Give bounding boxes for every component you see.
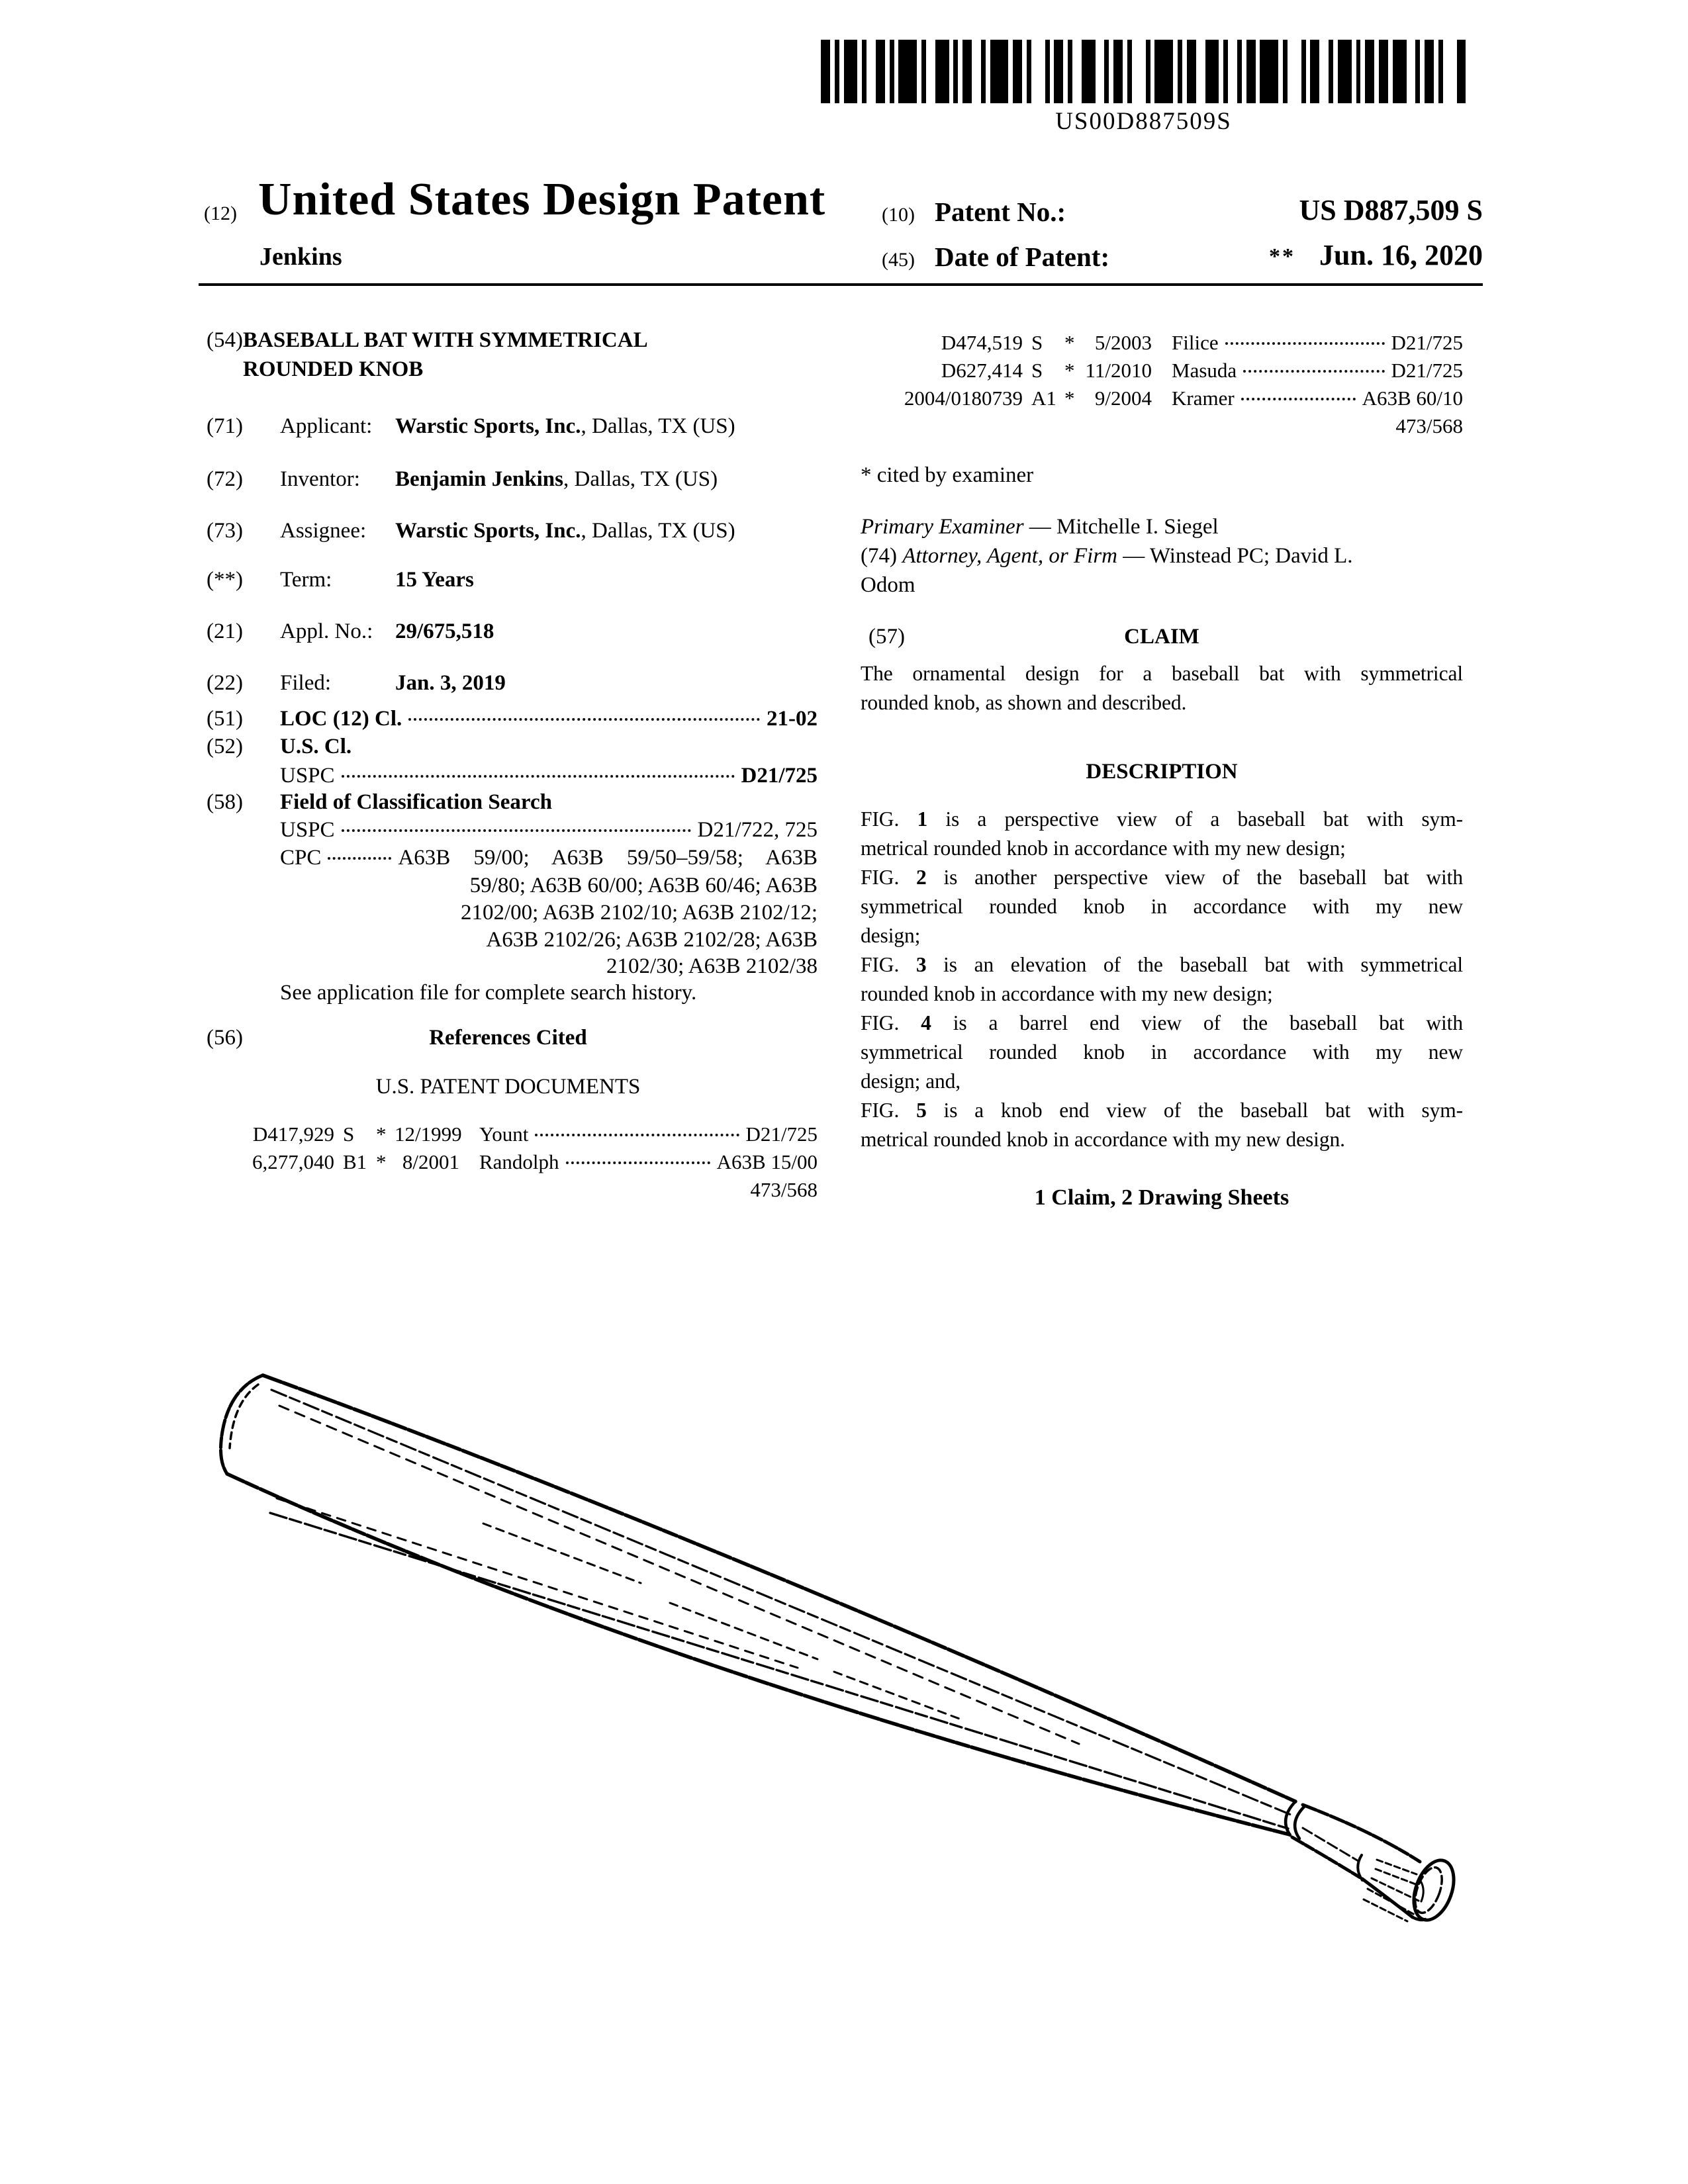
appl-no-label: Appl. No.: bbox=[280, 619, 373, 643]
ref-star: * bbox=[1064, 359, 1075, 382]
barcode-space bbox=[839, 40, 844, 103]
barcode-bar bbox=[1246, 40, 1256, 103]
dot-leader bbox=[342, 775, 735, 778]
field-tag: (56) bbox=[207, 1026, 243, 1050]
ref-class: A63B 15/00 bbox=[716, 1150, 818, 1173]
dot-leader bbox=[1225, 342, 1385, 345]
inventor-name: Benjamin Jenkins bbox=[395, 467, 563, 491]
field-tag: (54) bbox=[207, 328, 243, 352]
barcode-space bbox=[1196, 40, 1205, 103]
field-tag-45: (45) bbox=[882, 249, 915, 271]
barcode-space bbox=[972, 40, 981, 103]
term-label: Term: bbox=[280, 568, 332, 592]
description-line: symmetrical rounded knob in accordance with my new bbox=[861, 895, 1463, 918]
barcode-space bbox=[1306, 40, 1311, 103]
barcode-bar bbox=[1082, 40, 1096, 103]
ref-kind: S bbox=[1031, 331, 1043, 354]
barcode-bar bbox=[1187, 40, 1196, 103]
description-heading: DESCRIPTION bbox=[1086, 760, 1238, 784]
barcode-space bbox=[1063, 40, 1068, 103]
ref-class: A63B 60/10 bbox=[1362, 387, 1463, 410]
barcode-space bbox=[1443, 40, 1457, 103]
filed-label: Filed: bbox=[280, 671, 332, 695]
barcode-bar bbox=[876, 40, 885, 103]
inventor-surname: Jenkins bbox=[259, 243, 342, 271]
field-57-claim bbox=[861, 622, 1463, 651]
figure-bat-drawing bbox=[199, 1357, 1456, 1933]
barcode-bar bbox=[1027, 40, 1031, 103]
barcode-space bbox=[958, 40, 962, 103]
primary-examiner-label: Primary Examiner bbox=[861, 515, 1024, 539]
description-line: FIG. 2 is another perspective view of the baseball bat with bbox=[861, 866, 1463, 889]
field-tag: (73) bbox=[207, 519, 243, 543]
barcode-space bbox=[949, 40, 954, 103]
barcode-space bbox=[1360, 40, 1365, 103]
barcode-bar bbox=[844, 40, 858, 103]
ref-number: 2004/0180739 bbox=[904, 387, 1023, 410]
field-tag: (57) bbox=[868, 625, 905, 649]
barcode-bar bbox=[1045, 40, 1050, 103]
uspc-value: D21/725 bbox=[741, 764, 818, 788]
barcode-space bbox=[1434, 40, 1438, 103]
ref-date: 5/2003 bbox=[1094, 331, 1152, 354]
attorney-name: — Winstead PC; David L. bbox=[1123, 544, 1353, 568]
ref-kind: A1 bbox=[1031, 387, 1056, 410]
barcode-bar bbox=[1260, 40, 1278, 103]
barcode-bar bbox=[1393, 40, 1407, 103]
field-tag: (51) bbox=[207, 707, 243, 731]
description-line: FIG. 3 is an elevation of the baseball bat with symmetrical bbox=[861, 953, 1463, 976]
barcode-bar bbox=[1438, 40, 1443, 103]
ref-class: D21/725 bbox=[1391, 359, 1463, 382]
barcode-space bbox=[926, 40, 935, 103]
barcode-bar bbox=[1379, 40, 1388, 103]
claims-sheets-footer: 1 Claim, 2 Drawing Sheets bbox=[1034, 1185, 1289, 1210]
filed-value: Jan. 3, 2019 bbox=[395, 671, 506, 695]
barcode-bar bbox=[953, 40, 958, 103]
barcode-bar bbox=[1154, 40, 1173, 103]
cpc-label: CPC bbox=[280, 846, 322, 870]
barcode-space bbox=[1242, 40, 1246, 103]
us-patent-documents-heading: U.S. PATENT DOCUMENTS bbox=[375, 1075, 641, 1099]
ref-number: D417,929 bbox=[252, 1122, 334, 1146]
dot-leader bbox=[1241, 398, 1356, 400]
claim-text-line1: The ornamental design for a baseball bat with symmetrical bbox=[861, 662, 1463, 685]
dot-leader bbox=[566, 1161, 710, 1164]
field-tag: (21) bbox=[207, 619, 243, 643]
barcode-bar bbox=[1104, 40, 1109, 103]
barcode-bar bbox=[1205, 40, 1219, 103]
patent-no-label: Patent No.: bbox=[935, 197, 1066, 227]
claim-text-line2: rounded knob, as shown and described. bbox=[861, 691, 1187, 714]
barcode-space bbox=[1256, 40, 1260, 103]
loc-label: LOC (12) Cl. bbox=[280, 707, 402, 731]
barcode-space bbox=[1374, 40, 1379, 103]
barcode-bar bbox=[1237, 40, 1242, 103]
barcode-bar bbox=[1457, 40, 1466, 103]
patent-date: Jun. 16, 2020 bbox=[1319, 239, 1483, 271]
barcode-bar bbox=[1338, 40, 1352, 103]
field-tag-10: (10) bbox=[882, 204, 915, 226]
description-line: metrical rounded knob in accordance with my new design; bbox=[861, 837, 1346, 860]
ref-date: 11/2010 bbox=[1085, 359, 1152, 382]
barcode-space bbox=[1150, 40, 1155, 103]
ref-date: 12/1999 bbox=[395, 1122, 462, 1146]
uspc-search-value: D21/722, 725 bbox=[697, 818, 818, 842]
barcode-bar bbox=[981, 40, 986, 103]
dot-leader bbox=[1243, 370, 1384, 373]
barcode-bar bbox=[1301, 40, 1306, 103]
ref-date: 9/2004 bbox=[1094, 387, 1152, 410]
barcode-bar bbox=[1127, 40, 1132, 103]
barcode-bar bbox=[962, 40, 972, 103]
barcode-bar bbox=[835, 40, 839, 103]
ref-kind: S bbox=[343, 1122, 355, 1146]
barcode-space bbox=[1022, 40, 1027, 103]
ref-name: Kramer bbox=[1172, 387, 1235, 410]
cpc-line4: A63B 2102/26; A63B 2102/28; A63B bbox=[486, 928, 818, 952]
description-line: FIG. 4 is a barrel end view of the baseball bat with bbox=[861, 1011, 1463, 1034]
description-line: rounded knob in accordance with my new design; bbox=[861, 982, 1273, 1005]
barcode-space bbox=[1031, 40, 1045, 103]
dot-leader bbox=[328, 857, 391, 860]
barcode-space bbox=[1288, 40, 1301, 103]
ref-name: Filice bbox=[1172, 331, 1219, 354]
invention-title-line1: BASEBALL BAT WITH SYMMETRICAL bbox=[243, 328, 648, 352]
barcode-space bbox=[894, 40, 899, 103]
cpc-line5: 2102/30; A63B 2102/38 bbox=[606, 954, 818, 978]
inventor-location: , Dallas, TX (US) bbox=[563, 467, 718, 491]
barcode-space bbox=[1228, 40, 1237, 103]
barcode-space bbox=[1050, 40, 1055, 103]
barcode-number: US00D887509S bbox=[1055, 108, 1232, 135]
barcode bbox=[821, 40, 1466, 103]
ref-kind: S bbox=[1031, 359, 1043, 382]
ref-star: * bbox=[1064, 331, 1075, 354]
cited-by-examiner-note: * cited by examiner bbox=[861, 463, 1034, 487]
cpc-line3: 2102/00; A63B 2102/10; A63B 2102/12; bbox=[460, 901, 818, 925]
barcode-space bbox=[830, 40, 835, 103]
attorney-label: Attorney, Agent, or Firm bbox=[902, 544, 1118, 568]
barcode-bar bbox=[1068, 40, 1072, 103]
barcode-space bbox=[986, 40, 990, 103]
attorney-line bbox=[861, 541, 1463, 570]
reference-row bbox=[861, 384, 1463, 413]
applicant-label: Applicant: bbox=[280, 414, 373, 438]
ref-number: D474,519 bbox=[941, 331, 1023, 354]
barcode-bar bbox=[898, 40, 917, 103]
references-heading: References Cited bbox=[429, 1026, 587, 1050]
uspc-label: USPC bbox=[280, 818, 335, 842]
barcode-bar bbox=[1013, 40, 1022, 103]
barcode-space bbox=[1388, 40, 1393, 103]
barcode-bar bbox=[1310, 40, 1319, 103]
ref-class: D21/725 bbox=[745, 1122, 818, 1146]
field-tag: (58) bbox=[207, 790, 243, 814]
barcode-space bbox=[1278, 40, 1283, 103]
ref-number: 6,277,040 bbox=[252, 1150, 334, 1173]
barcode-space bbox=[867, 40, 876, 103]
barcode-bar bbox=[821, 40, 830, 103]
description-line: symmetrical rounded knob in accordance with my new bbox=[861, 1040, 1463, 1064]
barcode-space bbox=[1072, 40, 1082, 103]
barcode-bar bbox=[1223, 40, 1228, 103]
patent-front-page: US00D887509S (12) United States Design Patent Jenkins (10) Patent No.: US D887,509 S (45) Date of Patent: ** Jun. 16, 2020 (54) BASEBALL BAT WITH SYMMETRICAL ROUNDED KNOB (71) Applicant: Warstic Sports, Inc., Dallas, TX (US) (72) Inventor: Benjamin Jenkins, Dallas, TX (US) (73) Assignee: Warstic Sports, Inc., Dallas, TX (US) (**) Term: 15 Years (21) Appl. No.: 29/675,518 (22) Filed: Jan. 3, 2019 (51) LOC (12) Cl. 21-02 (52) U.S. Cl. USPC D21/725 (58) Field of Classification Search USPC D21/722, 725 CPC A63B 59/00; A63B 59/50–59/58; A63B 59/80; A63B 60/00; A63B 60/46; A63B 2102/00; A63B 2102/10; A63B 2102/12; A63B 2102/26; A63B 2102/28; A63B 2102/30; A63B 2102/38 See application file for complete search history. (56) References Cited U.S. PATENT DOCUMENTS D417,929 S * 12/1999 Yount D21/725 6,277,040 B1 * 8/2001 Randolph A63B 15/00 473/568 D474,519 S * 5/2003 Filice D21/725 D627,414 S * 11/2010 Masuda D21/725 2004/0180739 A1 * 9/2004 Kramer A63B 60/10 473/568 * cited by examiner Primary Examiner — Mitchelle I. Siegel (74) Attorney, Agent, or Firm — Winstead PC; David L. Odom (57) CLAIM The ornamental design for a baseball bat with symmetrical rounded knob, as shown and described. DESCRIPTION FIG. 1 is a perspective view of a baseball bat with sym- metrical rounded knob in accordance with my new design; FIG. 2 is another perspective view of the baseball bat with symmetrical rounded knob in accordance with my new design; FIG. 3 is an elevation of the baseball bat with symmetrical rounded knob in accordance with my new design; FIG. 4 is a barrel end view of the baseball bat with symmetrical rounded knob in accordance with my new design; and, FIG. 5 is a knob end view of the baseball bat with sym- metrical rounded knob in accordance with my new design. 1 Claim, 2 Drawing Sheets bbox=[0, 0, 1688, 2184]
term-stars: ** bbox=[1269, 244, 1296, 269]
field-56-references bbox=[199, 1023, 818, 1052]
field-tag: (52) bbox=[207, 735, 243, 758]
barcode-space bbox=[1123, 40, 1127, 103]
barcode-bar bbox=[1329, 40, 1333, 103]
applicant-location: , Dallas, TX (US) bbox=[581, 414, 735, 438]
document-title: United States Design Patent bbox=[258, 174, 826, 225]
ref-class-overflow: 473/568 bbox=[1395, 414, 1463, 437]
barcode-bar bbox=[1365, 40, 1374, 103]
barcode-space bbox=[857, 40, 862, 103]
barcode-space bbox=[1352, 40, 1356, 103]
reference-row bbox=[861, 328, 1463, 357]
ref-name: Yount bbox=[479, 1122, 529, 1146]
loc-value: 21-02 bbox=[767, 707, 818, 731]
barcode-bar bbox=[862, 40, 867, 103]
barcode-space bbox=[1219, 40, 1223, 103]
barcode-bar bbox=[1146, 40, 1150, 103]
barcode-space bbox=[1173, 40, 1178, 103]
attorney-line2: Odom bbox=[861, 573, 915, 597]
applicant-name: Warstic Sports, Inc. bbox=[395, 414, 581, 438]
field-tag: (71) bbox=[207, 414, 243, 438]
us-cl-label: U.S. Cl. bbox=[280, 735, 352, 758]
field-tag-12: (12) bbox=[204, 203, 237, 224]
reference-row bbox=[861, 356, 1463, 385]
ref-name: Masuda bbox=[1172, 359, 1237, 382]
ref-star: * bbox=[376, 1122, 387, 1146]
description-line: design; and, bbox=[861, 1069, 961, 1093]
description-text bbox=[861, 805, 1463, 1154]
dot-leader bbox=[342, 829, 691, 832]
barcode-bar bbox=[935, 40, 949, 103]
dot-leader bbox=[408, 718, 760, 721]
patent-no-value: US D887,509 S bbox=[1299, 194, 1483, 226]
header-rule bbox=[199, 283, 1483, 286]
ref-class-overflow: 473/568 bbox=[750, 1178, 818, 1201]
barcode-bar bbox=[1415, 40, 1420, 103]
search-label: Field of Classification Search bbox=[280, 790, 552, 814]
barcode-bar bbox=[990, 40, 1009, 103]
appl-no-value: 29/675,518 bbox=[395, 619, 494, 643]
field-tag: (**) bbox=[207, 568, 243, 592]
assignee-name: Warstic Sports, Inc. bbox=[395, 519, 581, 543]
claim-heading: CLAIM bbox=[1124, 625, 1199, 649]
field-tag: (72) bbox=[207, 467, 243, 491]
date-of-patent-value bbox=[1086, 238, 1483, 272]
barcode-space bbox=[1333, 40, 1338, 103]
primary-examiner-line bbox=[861, 512, 1463, 541]
barcode-space bbox=[1319, 40, 1329, 103]
term-value: 15 Years bbox=[395, 568, 474, 592]
barcode-space bbox=[1132, 40, 1146, 103]
field-tag: (22) bbox=[207, 671, 243, 695]
barcode-bar bbox=[1356, 40, 1361, 103]
ref-star: * bbox=[376, 1150, 387, 1173]
barcode-bar bbox=[921, 40, 926, 103]
field-tag: (74) bbox=[861, 544, 897, 568]
barcode-bar bbox=[1054, 40, 1063, 103]
ref-kind: B1 bbox=[343, 1150, 367, 1173]
reference-row bbox=[199, 1120, 818, 1149]
barcode-space bbox=[1407, 40, 1416, 103]
barcode-bar bbox=[890, 40, 894, 103]
dot-leader bbox=[535, 1134, 739, 1136]
barcode-space bbox=[1008, 40, 1013, 103]
assignee-location: , Dallas, TX (US) bbox=[581, 519, 735, 543]
ref-star: * bbox=[1064, 387, 1075, 410]
barcode-bar bbox=[1283, 40, 1288, 103]
cpc-line1: A63B 59/00; A63B 59/50–59/58; A63B bbox=[398, 846, 818, 870]
barcode-space bbox=[1096, 40, 1105, 103]
uspc-label: USPC bbox=[280, 764, 335, 788]
description-line: design; bbox=[861, 924, 921, 947]
barcode-space bbox=[1109, 40, 1113, 103]
ref-class: D21/725 bbox=[1391, 331, 1463, 354]
barcode-space bbox=[917, 40, 921, 103]
ref-name: Randolph bbox=[479, 1150, 559, 1173]
barcode-space bbox=[1182, 40, 1187, 103]
assignee-label: Assignee: bbox=[280, 519, 367, 543]
description-line: FIG. 1 is a perspective view of a baseball bat with sym- bbox=[861, 807, 1463, 831]
description-line: FIG. 5 is a knob end view of the baseball bat with sym- bbox=[861, 1099, 1464, 1122]
invention-title-line2: ROUNDED KNOB bbox=[243, 357, 424, 381]
cpc-line2: 59/80; A63B 60/00; A63B 60/46; A63B bbox=[469, 874, 818, 897]
ref-number: D627,414 bbox=[941, 359, 1023, 382]
barcode-space bbox=[1420, 40, 1425, 103]
reference-row bbox=[199, 1148, 818, 1177]
primary-examiner-name: — Mitchelle I. Siegel bbox=[1029, 515, 1219, 539]
barcode-bar bbox=[1113, 40, 1123, 103]
inventor-label: Inventor: bbox=[280, 467, 360, 491]
barcode-bar bbox=[1425, 40, 1434, 103]
date-of-patent-label: Date of Patent: bbox=[935, 242, 1110, 272]
ref-date: 8/2001 bbox=[402, 1150, 459, 1173]
barcode-space bbox=[885, 40, 890, 103]
barcode-bar bbox=[1178, 40, 1182, 103]
description-line: metrical rounded knob in accordance with my new design. bbox=[861, 1128, 1345, 1151]
